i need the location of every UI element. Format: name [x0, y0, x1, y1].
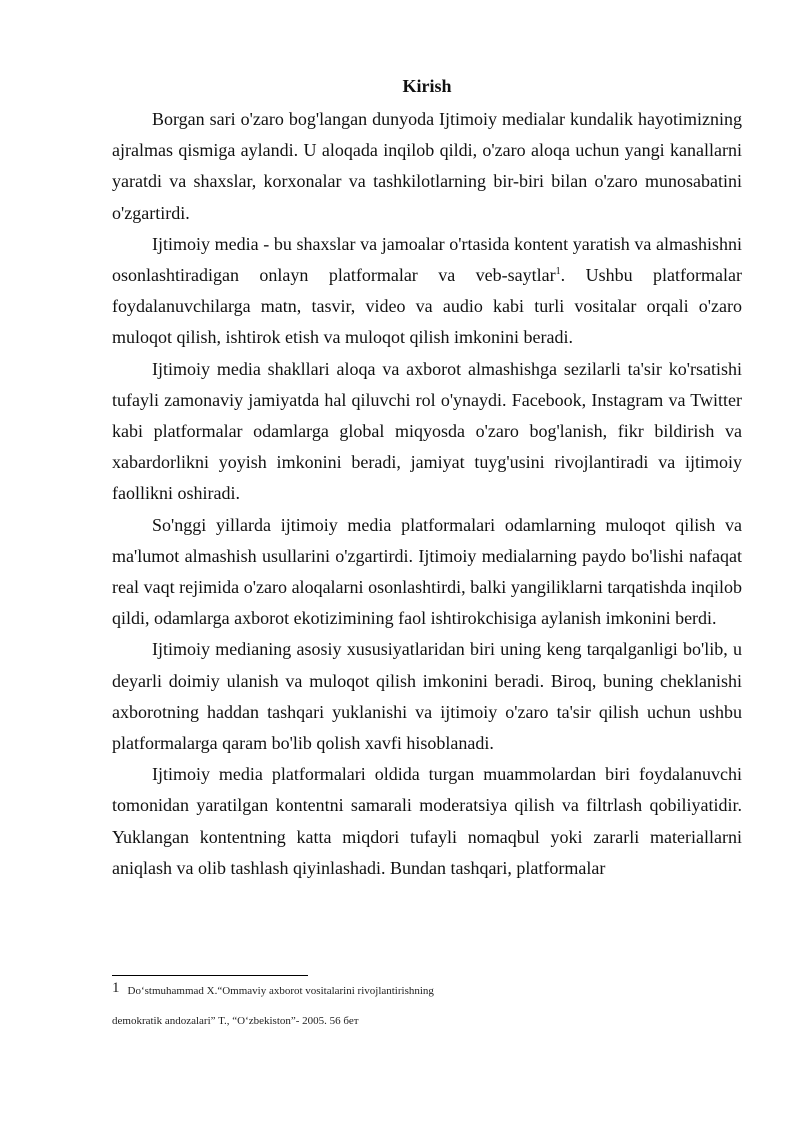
footnote-divider — [112, 975, 308, 976]
paragraph-5 — [112, 634, 742, 759]
footnote-reference[interactable]: 1 — [555, 266, 561, 278]
paragraph-text: Ijtimoiy media platformalari oldida turgan muammolardan biri foydalanuvchi tomonidan yaratilgan kontentni samarali moderatsiya qilish va filtrlash qobiliyatidir. Yuklangan kontentning katta miqdori tufayli nomaqbul yoki zararli materiallarni aniqlash va olib tashlash qiyinlashadi. Bundan tashqari, platformalar — [112, 764, 742, 878]
paragraph-6 — [112, 759, 742, 884]
footnote-line-1 — [112, 980, 712, 999]
footnote-mark: 1 — [112, 980, 120, 996]
footnote-text-2: demokratik andozalari” T., “O‘zbekiston”- 2005. 56 бет — [112, 1015, 359, 1027]
paragraph-2 — [112, 229, 742, 354]
paragraph-text: Ijtimoiy media - bu shaxslar va jamoalar o'rtasida kontent yaratish va almashishni osonlashtiradigan onlayn platformalar va veb-saytlar — [112, 233, 742, 286]
footnote-text-1: Do‘stmuhammad X.“Ommaviy axborot vositalarini rivojlantirishning — [127, 985, 434, 997]
paragraph-4 — [112, 510, 742, 635]
footnote — [112, 980, 712, 1029]
document-page — [112, 72, 742, 884]
paragraph-text: Ijtimoiy media shakllari aloqa va axborot almashishga sezilarli ta'sir ko'rsatishi tufayli zamonaviy jamiyatda hal qiluvchi rol o'ynaydi. Facebook, Instagram va Twitter kabi platformalar odamlarga global miqyosda o'zaro bog'lanish, fikr bildirish va xabardorlikni yoyish imkonini beradi, jamiyat tuyg'usini rivojlantiradi va ijtimoiy faollikni oshiradi. — [112, 358, 742, 504]
paragraph-text-continued: . Ushbu platformalar foydalanuvchilarga matn, tasvir, video va audio kabi turli vositalar orqali o'zaro muloqot qilish, ishtirok etish va muloqot qilish imkonini beradi. — [112, 265, 742, 348]
paragraph-text: Ijtimoiy medianing asosiy xususiyatlaridan biri uning keng tarqalganligi bo'lib, u deyarli doimiy ulanish va muloqot qilish imkonini beradi. Biroq, buning cheklanishi axborotning haddan tashqari yuklanishi va ijtimoiy o'zaro ta'sir qilish uchun ushbu platformalarga qaram bo'lib qolish xavfi hisoblanadi. — [112, 639, 742, 754]
paragraph-3 — [112, 354, 742, 510]
paragraph-text: So'nggi yillarda ijtimoiy media platformalari odamlarning muloqot qilish va ma'lumot almashish usullarini o'zgartirdi. Ijtimoiy medialarning paydo bo'lishi nafaqat real vaqt rejimida o'zaro aloqalarni osonlashtirdi, balki yangiliklarni tarqatishda inqilob qildi, odamlarga axborot ekotizimining faol ishtirokchisiga aylanish imkonini berdi. — [112, 514, 742, 629]
paragraph-text: Borgan sari o'zaro bog'langan dunyoda Ijtimoiy medialar kundalik hayotimizning ajralmas qismiga aylandi. U aloqada inqilob qildi, o'zaro aloqa uchun yangi kanallarni yaratdi va shaxslar, korxonalar va tashkilotlarning bir-biri bilan o'zaro munosabatini o'zgartirdi. — [112, 109, 742, 223]
paragraph-1 — [112, 104, 742, 229]
page-title: Kirish — [402, 76, 452, 96]
